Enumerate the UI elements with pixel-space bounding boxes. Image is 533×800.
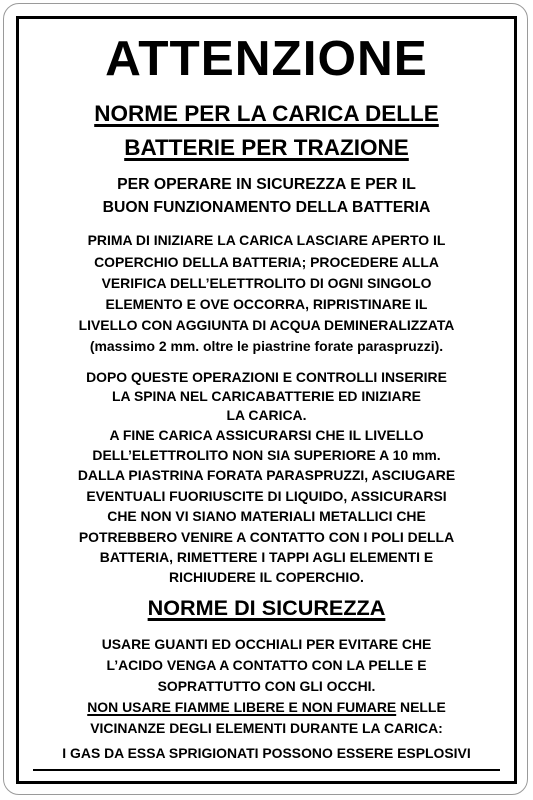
para1-line-6: (massimo 2 mm. oltre le piastrine forate paraspruzzi). <box>89 338 444 354</box>
safety-line-3: SOPRATTUTTO CON GLI OCCHI. <box>157 678 376 694</box>
para2-line-1: DOPO QUESTE OPERAZIONI E CONTROLLI INSERIRE <box>86 369 447 385</box>
warning-underlined-text: NON USARE FIAMME LIBERE E NON FUMARE <box>87 699 397 715</box>
para2-line-10: BATTERIA, RIMETTERE I TAPPI AGLI ELEMENTI E <box>99 549 434 565</box>
sign-title: ATTENZIONE <box>105 31 428 86</box>
para2-line-8: CHE NON VI SIANO MATERIALI METALLICI CHE <box>107 508 426 524</box>
para2-line-7: EVENTUALI FUORIUSCITE DI LIQUIDO, ASSICURARSI <box>86 488 447 504</box>
para2-line-9: POTREBBERO VENIRE A CONTATTO CON I POLI DELLA <box>78 529 455 545</box>
safety-heading: NORME DI SICUREZZA <box>147 595 386 620</box>
warning-line-1 <box>0 699 533 715</box>
para1-line-1: PRIMA DI INIZIARE LA CARICA LASCIARE APERTO IL <box>87 232 446 248</box>
para2-line-4: A FINE CARICA ASSICURARSI CHE IL LIVELLO <box>109 427 424 443</box>
warning-rest-text: NELLE <box>396 699 446 715</box>
para1-line-5: LIVELLO CON AGGIUNTA DI ACQUA DEMINERALIZZATA <box>78 317 455 333</box>
para2-line-3: LA CARICA. <box>226 407 307 423</box>
heading-line-1: NORME PER LA CARICA DELLE <box>94 101 439 126</box>
gas-warning-underline-bar <box>33 769 500 771</box>
para1-line-2: COPERCHIO DELLA BATTERIA; PROCEDERE ALLA <box>94 254 439 270</box>
safety-line-2: L’ACIDO VENGA A CONTATTO CON LA PELLE E <box>106 657 427 673</box>
para1-line-4: ELEMENTO E OVE OCCORRA, RIPRISTINARE IL <box>105 296 428 312</box>
intro-line-1: PER OPERARE IN SICUREZZA E PER IL <box>117 176 416 193</box>
para2-line-6: DALLA PIASTRINA FORATA PARASPRUZZI, ASCIUGARE <box>77 467 456 483</box>
intro-line-2: BUON FUNZIONAMENTO DELLA BATTERIA <box>102 199 431 216</box>
para1-line-3: VERIFICA DELL’ELETTROLITO DI OGNI SINGOLO <box>101 275 432 291</box>
heading-line-2: BATTERIE PER TRAZIONE <box>124 135 409 160</box>
para2-line-2: LA SPINA NEL CARICABATTERIE ED INIZIARE <box>112 388 421 404</box>
warning-line-2: VICINANZE DEGLI ELEMENTI DURANTE LA CARICA: <box>90 720 443 736</box>
safety-line-1: USARE GUANTI ED OCCHIALI PER EVITARE CHE <box>101 636 432 652</box>
gas-warning-line: I GAS DA ESSA SPRIGIONATI POSSONO ESSERE ESPLOSIVI <box>62 745 471 761</box>
para2-line-11: RICHIUDERE IL COPERCHIO. <box>169 569 364 585</box>
para2-line-5: DELL’ELETTROLITO NON SIA SUPERIORE A 10 mm. <box>92 447 441 463</box>
